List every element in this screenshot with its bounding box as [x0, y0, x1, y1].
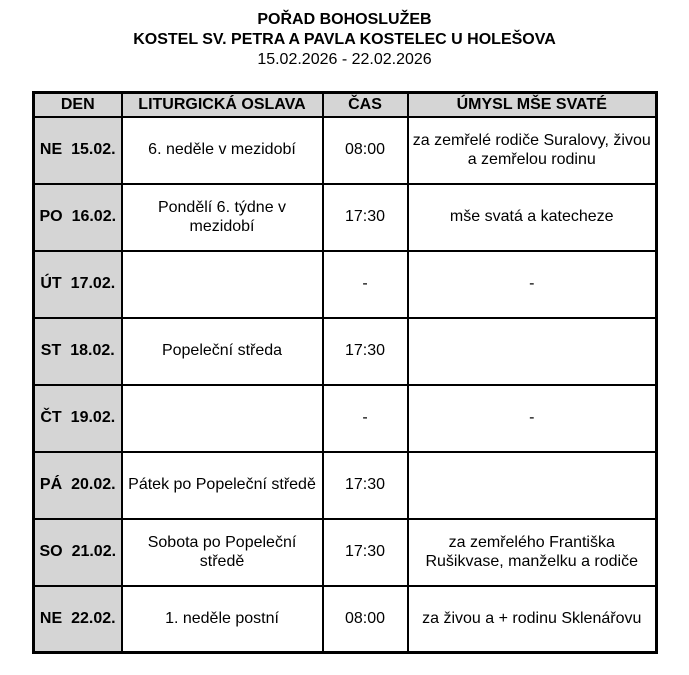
time-cell: -: [323, 385, 408, 452]
header-row: [34, 93, 657, 117]
intention-cell: [408, 452, 657, 519]
title-block: [0, 10, 689, 70]
time-cell: 17:30: [323, 318, 408, 385]
time-cell: 17:30: [323, 184, 408, 251]
celebration-cell: [122, 251, 323, 318]
table-row: [34, 452, 657, 519]
time-cell: 17:30: [323, 519, 408, 586]
day-date: 22.02.: [71, 610, 116, 628]
table-row: [34, 117, 657, 184]
day-date: 16.02.: [71, 208, 117, 226]
time-cell: 08:00: [323, 586, 408, 653]
date-range: 15.02.2026 - 22.02.2026: [257, 51, 432, 68]
day-abbrev: ST: [40, 342, 62, 360]
day-date: 17.02.: [70, 275, 116, 293]
intention-cell: za živou a + rodinu Sklenářovu: [408, 586, 657, 653]
day-cell: [34, 117, 122, 184]
day-cell: [34, 318, 122, 385]
column-header-time: ČAS: [323, 93, 408, 117]
day-abbrev: ČT: [40, 409, 62, 427]
day-date: 20.02.: [71, 476, 116, 494]
day-cell: [34, 385, 122, 452]
intention-cell: -: [408, 385, 657, 452]
intention-cell: mše svatá a katecheze: [408, 184, 657, 251]
celebration-cell: 6. neděle v mezidobí: [122, 117, 323, 184]
schedule-table: [32, 91, 658, 654]
time-cell: 17:30: [323, 452, 408, 519]
day-cell: [34, 251, 122, 318]
table-row: [34, 385, 657, 452]
day-abbrev: PO: [39, 208, 63, 226]
church-name: KOSTEL SV. PETRA A PAVLA KOSTELEC U HOLEŠOVA: [133, 31, 556, 48]
intention-cell: -: [408, 251, 657, 318]
day-cell: [34, 184, 122, 251]
intention-cell: za zemřelé rodiče Suralovy, živou a zemřelou rodinu: [408, 117, 657, 184]
table-row: [34, 318, 657, 385]
day-cell: [34, 519, 122, 586]
day-cell: [34, 452, 122, 519]
celebration-cell: Pátek po Popeleční středě: [122, 452, 323, 519]
celebration-cell: Pondělí 6. týdne v mezidobí: [122, 184, 323, 251]
table-row: [34, 184, 657, 251]
table-row: [34, 251, 657, 318]
day-abbrev: ÚT: [40, 275, 62, 293]
celebration-cell: Sobota po Popeleční středě: [122, 519, 323, 586]
day-cell: [34, 586, 122, 653]
table-row: [34, 586, 657, 653]
day-abbrev: PÁ: [39, 476, 63, 494]
time-cell: 08:00: [323, 117, 408, 184]
column-header-celebration: LITURGICKÁ OSLAVA: [122, 93, 323, 117]
day-abbrev: NE: [39, 610, 63, 628]
celebration-cell: 1. neděle postní: [122, 586, 323, 653]
day-date: 18.02.: [70, 342, 115, 360]
day-date: 19.02.: [70, 409, 116, 427]
day-date: 21.02.: [71, 543, 117, 561]
column-header-day: DEN: [34, 93, 122, 117]
day-date: 15.02.: [71, 141, 116, 159]
celebration-cell: Popeleční středa: [122, 318, 323, 385]
table-row: [34, 519, 657, 586]
day-abbrev: SO: [39, 543, 63, 561]
day-abbrev: NE: [39, 141, 63, 159]
time-cell: -: [323, 251, 408, 318]
page-title: POŘAD BOHOSLUŽEB: [257, 11, 432, 28]
celebration-cell: [122, 385, 323, 452]
intention-cell: za zemřelého Františka Rušikvase, manželku a rodiče: [408, 519, 657, 586]
intention-cell: [408, 318, 657, 385]
column-header-intention: ÚMYSL MŠE SVATÉ: [408, 93, 657, 117]
